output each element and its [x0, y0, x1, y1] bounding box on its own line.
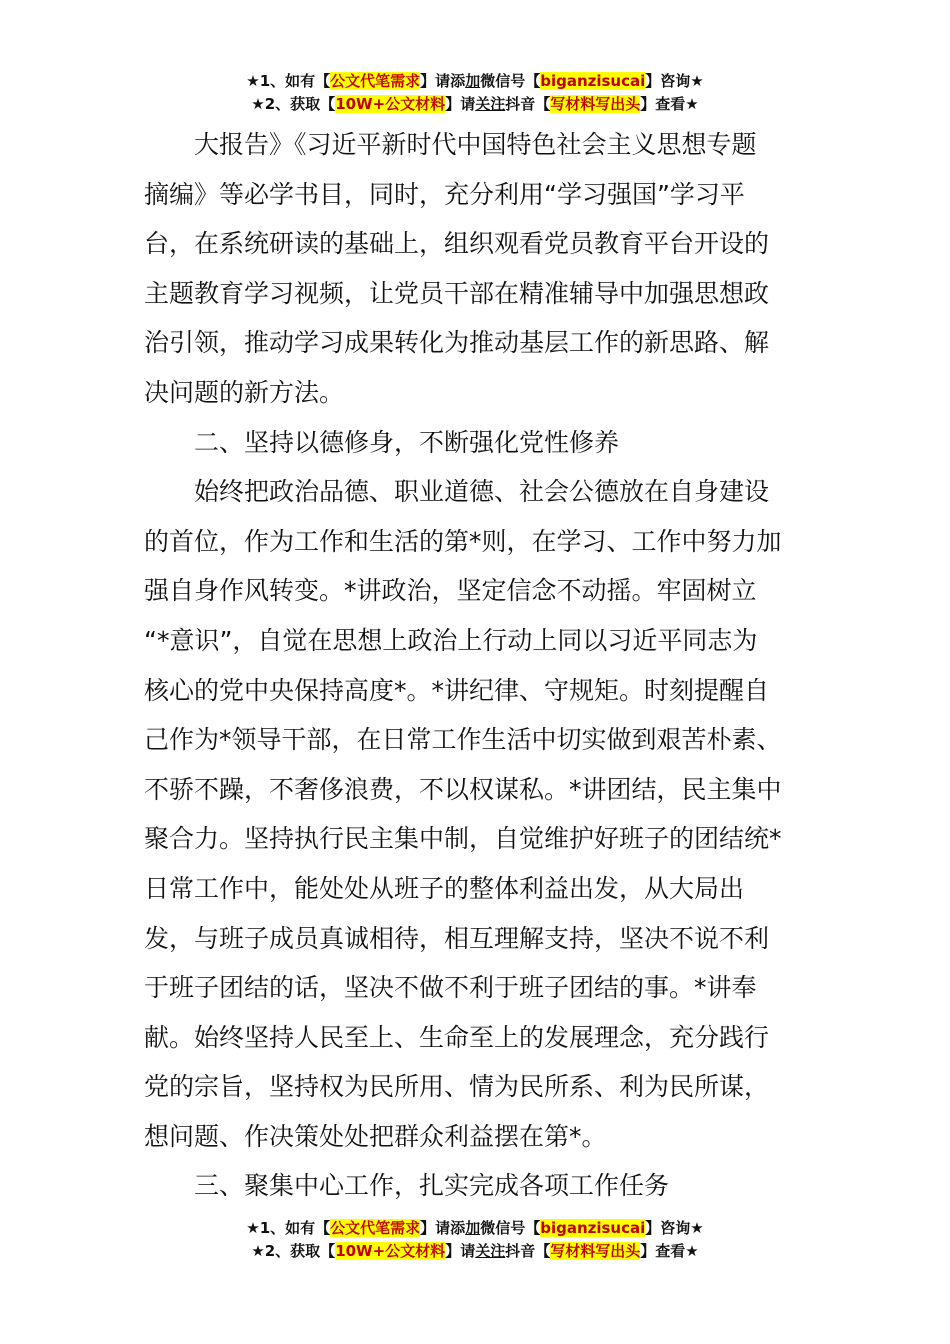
text-line: 想问题、作决策处处把群众利益摆在第*。	[144, 1121, 607, 1151]
banner-highlight: 写材料写出头	[550, 95, 641, 113]
text-line: “*意识”，自觉在思想上政治上行动上同以习近平同志为	[144, 625, 758, 655]
text-line: 主题教育学习视频，让党员干部在精准辅导中加强思想政	[144, 278, 770, 308]
text-line: 己作为*领导干部，在日常工作生活中切实做到艰苦朴素、	[144, 725, 782, 755]
banner-text: 】请	[445, 1242, 476, 1260]
text-line: 党的宗旨，坚持权为民所用、情为民所系、利为民所谋，	[144, 1072, 770, 1102]
banner-text: 】查看★	[640, 95, 699, 113]
text-line: 于班子团结的话，坚决不做不利于班子团结的事。*讲奉	[144, 973, 757, 1003]
text-line: 始终把政治品德、职业道德、社会公德放在自身建设	[194, 477, 770, 507]
header-banner	[0, 70, 950, 116]
banner-highlight: 10W+公文材料	[335, 1242, 446, 1260]
banner-text: ★1、如有【	[246, 72, 331, 90]
banner-highlight: 10W+公文材料	[335, 95, 446, 113]
text-line: 日常工作中，能处处从班子的整体利益出发，从大局出	[144, 873, 745, 903]
text-line: 发，与班子成员真诚相待，相互理解支持，坚决不说不利	[144, 923, 770, 953]
text-line: 不骄不躁，不奢侈浪费，不以权谋私。*讲团结，民主集中	[144, 774, 782, 804]
banner-highlight: biganzisucai	[540, 1219, 646, 1237]
section-heading: 三、聚集中心工作，扎实完成各项工作任务	[194, 1171, 670, 1201]
banner-line-1	[0, 1217, 950, 1240]
banner-line-2	[0, 93, 950, 116]
text-line: 强自身作风转变。*讲政治，坚定信念不动摇。牢固树立	[144, 576, 757, 606]
banner-underlined-text: 加	[465, 72, 481, 90]
banner-text: 】咨询★	[645, 72, 704, 90]
banner-text: ★2、获取【	[251, 1242, 336, 1260]
text-line: 摘编》等必学书目，同时，充分利用“学习强国”学习平	[144, 179, 745, 209]
footer-banner	[0, 1217, 950, 1263]
banner-text: 微信号【	[480, 72, 541, 90]
banner-text: 微信号【	[480, 1219, 541, 1237]
banner-text: 抖音【	[505, 95, 551, 113]
text-line: 的首位，作为工作和生活的第*则，在学习、工作中努力加	[144, 526, 782, 556]
text-line: 聚合力。坚持执行民主集中制，自觉维护好班子的团结统*	[144, 824, 782, 854]
banner-line-1	[0, 70, 950, 93]
text-line: 台，在系统研读的基础上，组织观看党员教育平台开设的	[144, 229, 770, 259]
banner-text: 】咨询★	[645, 1219, 704, 1237]
banner-underlined-text: 关注	[475, 95, 506, 113]
banner-underlined-text: 关注	[475, 1242, 506, 1260]
banner-text: 】请	[445, 95, 476, 113]
banner-highlight: 公文代笔需求	[330, 72, 421, 90]
banner-highlight: 写材料写出头	[550, 1242, 641, 1260]
text-line: 决问题的新方法。	[144, 377, 345, 407]
banner-highlight: 公文代笔需求	[330, 1219, 421, 1237]
banner-text: ★1、如有【	[246, 1219, 331, 1237]
banner-text: ★2、获取【	[251, 95, 336, 113]
banner-text: 】查看★	[640, 1242, 699, 1260]
banner-highlight: biganzisucai	[540, 72, 646, 90]
banner-underlined-text: 加	[465, 1219, 481, 1237]
document-body	[144, 120, 806, 1211]
banner-text: 】请添	[420, 1219, 466, 1237]
text-line: 献。始终坚持人民至上、生命至上的发展理念，充分践行	[144, 1022, 770, 1052]
text-line: 大报告》《习近平新时代中国特色社会主义思想专题	[194, 130, 757, 159]
section-heading: 二、坚持以德修身，不断强化党性修养	[194, 427, 620, 457]
text-line: 治引领，推动学习成果转化为推动基层工作的新思路、解	[144, 328, 770, 358]
banner-text: 抖音【	[505, 1242, 551, 1260]
banner-line-2	[0, 1240, 950, 1263]
banner-text: 】请添	[420, 72, 466, 90]
text-line: 核心的党中央保持高度*。*讲纪律、守规矩。时刻提醒自	[144, 675, 770, 705]
